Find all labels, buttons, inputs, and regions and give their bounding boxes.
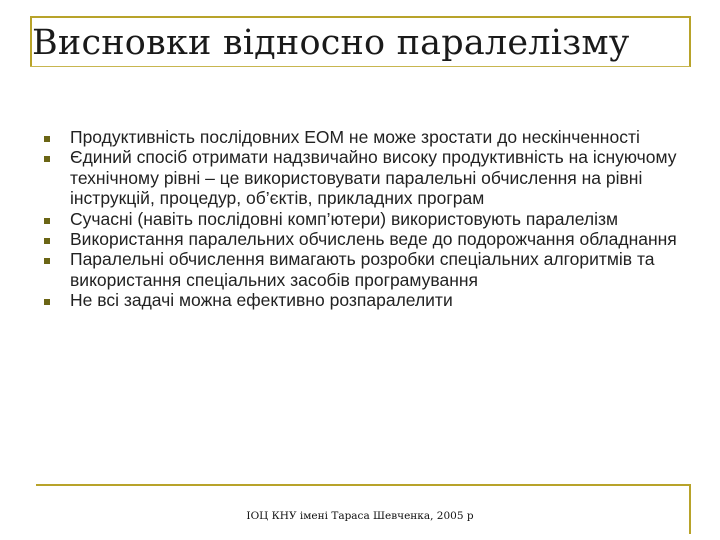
frame-top-line — [30, 16, 691, 18]
frame-right-line — [689, 16, 691, 67]
square-bullet-icon — [44, 299, 50, 305]
square-bullet-icon — [44, 156, 50, 162]
bullet-text: Сучасні (навіть послідовні комп’ютери) використовують паралелізм — [70, 208, 619, 229]
slide-footer: ІОЦ КНУ імені Тараса Шевченка, 2005 р — [246, 510, 474, 522]
footer-top-line — [36, 484, 690, 486]
bullet-list — [40, 127, 680, 311]
bullet-text: Паралельні обчислення вимагають розробки спеціальних алгоритмів та використання спеціальних засобів програмування — [70, 249, 655, 290]
bullet-text: Єдиний спосіб отримати надзвичайно високу продуктивність на існуючому технічному рівні – це використовувати паралельні обчислення на рівні інструкцій, процедур, об’єктів, прикладних програм — [70, 147, 677, 209]
slide-title: Висновки відносно паралелізму — [32, 23, 630, 63]
footer-right-line — [689, 484, 691, 534]
bullet-item — [40, 127, 680, 147]
title-underline — [30, 66, 690, 67]
bullet-item — [40, 147, 680, 208]
bullet-item — [40, 290, 680, 310]
bullet-item — [40, 229, 680, 249]
square-bullet-icon — [44, 136, 50, 142]
bullet-text: Продуктивність послідовних ЕОМ не може зростати до нескінченності — [70, 127, 640, 147]
square-bullet-icon — [44, 238, 50, 244]
square-bullet-icon — [44, 258, 50, 264]
square-bullet-icon — [44, 218, 50, 224]
bullet-item — [40, 249, 680, 290]
bullet-item — [40, 209, 680, 229]
bullet-text: Використання паралельних обчислень веде до подорожчання обладнання — [70, 229, 677, 250]
bullet-text: Не всі задачі можна ефективно розпаралелити — [70, 290, 453, 311]
